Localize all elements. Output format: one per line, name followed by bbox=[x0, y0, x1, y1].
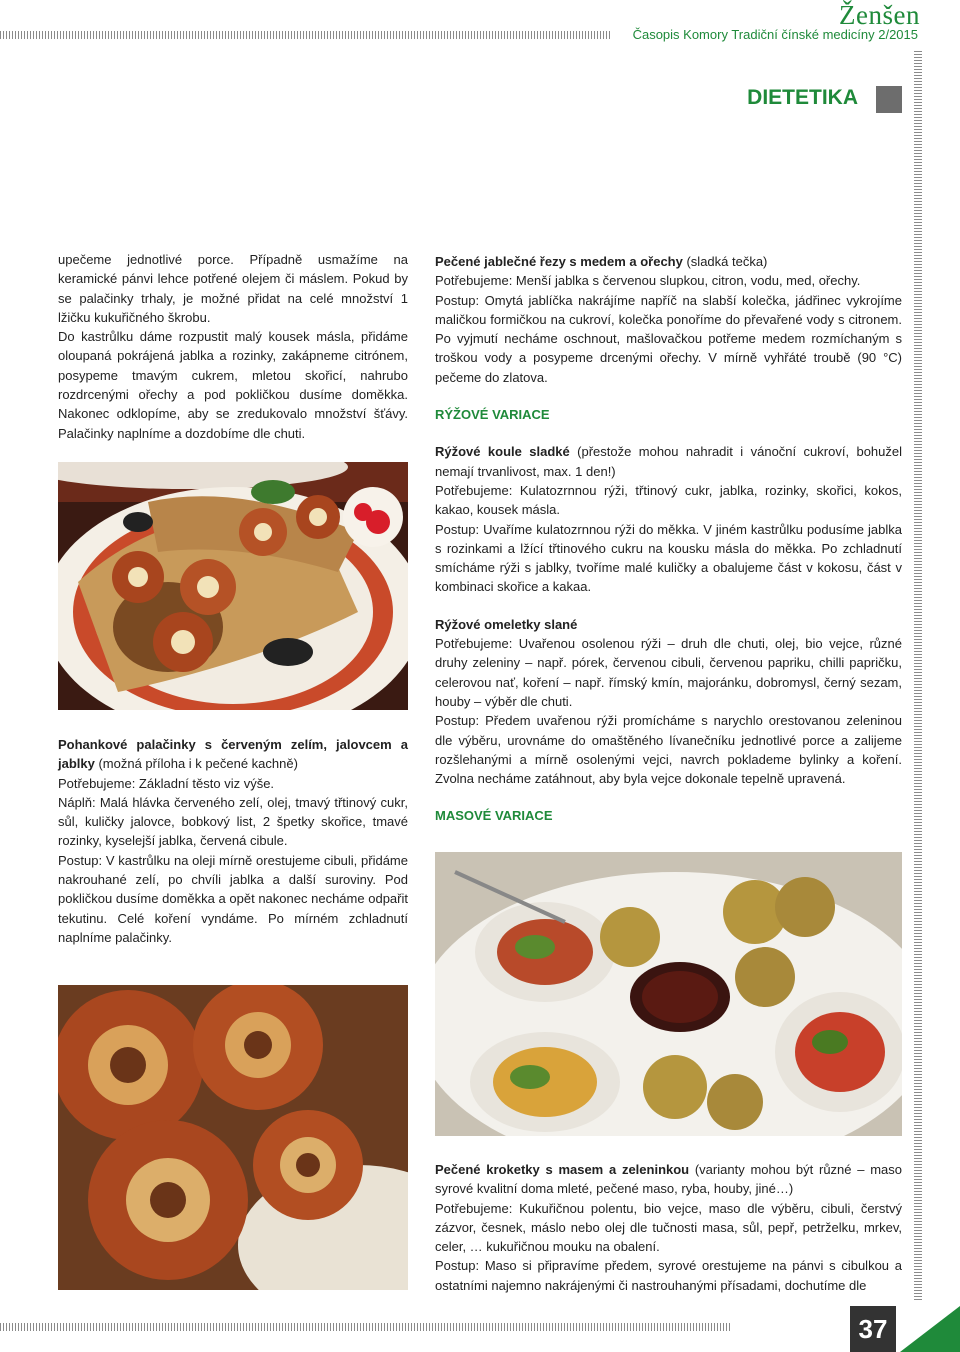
journal-title: Časopis Komory Tradiční čínské medicíny 2/2015 bbox=[632, 27, 918, 42]
paragraph: Postup: Uvaříme kulatozrnnou rýži do měkka. V jiném kastrůlku podusíme jablka s rozinkami a lžící třtinového cukru na kousku másla do měkka. Po zchladnutí smícháme rýži s jablky, tvoříme malé kuličky a obalujeme část v kokosu, část v kombinaci skořice a kakaa. bbox=[435, 521, 902, 595]
recipe-heading bbox=[435, 615, 902, 634]
corner-triangle bbox=[900, 1306, 960, 1352]
page-number: 37 bbox=[850, 1306, 896, 1352]
paragraph: Potřebujeme: Menší jablka s červenou slupkou, citron, vodu, med, ořechy. bbox=[435, 273, 861, 289]
section-marker bbox=[876, 86, 902, 113]
photo-croquettes bbox=[435, 852, 902, 1136]
paragraph: Potřebujeme: Kukuřičnou polentu, bio vejce, maso dle výběru, cibuli, čerstvý zázvor, česnek, máslo nebo olej dle tučnosti masa, sůl, pepř, petrželku, mrkev, celer, … kukuřičnou mouku na obalení. bbox=[435, 1200, 902, 1255]
paragraph: upečeme jednotlivé porce. Případně usmažíme na keramické pánvi lehce potřené olejem či máslem. Pokud by se palačinky trhaly, je možné přidat na celé množství 1 lžičku kukuřičného škrobu. bbox=[58, 252, 408, 325]
recipe-title: Rýžové omeletky slané bbox=[435, 616, 578, 632]
recipe-title: Pohankové palačinky s červeným zelím, jalovcem a jablky bbox=[58, 737, 408, 772]
recipe-heading bbox=[435, 442, 902, 481]
section-title: DIETETIKA bbox=[747, 86, 858, 109]
recipe-title: Rýžové koule sladké bbox=[435, 444, 570, 460]
left-column-top bbox=[58, 250, 408, 443]
recipe-heading bbox=[435, 1160, 902, 1199]
recipe-note: (sladká tečka) bbox=[682, 254, 768, 269]
side-rule bbox=[914, 50, 922, 1300]
paragraph: Postup: Maso si připravíme předem, syrové orestujeme na pánvi s cibulkou a ostatními najemno nakrájenými či nastrouhanými přísadami, dochutíme dle bbox=[435, 1258, 902, 1293]
paragraph: Potřebujeme: Základní těsto viz výše. bbox=[58, 775, 275, 791]
recipe-note: (možná příloha i k pečené kachně) bbox=[94, 756, 298, 772]
left-column-bottom bbox=[58, 735, 408, 947]
recipe-note: (varianty mohou být různé – maso syrové kvalitní doma mleté, pečené maso, ryba, houby, jiné…) bbox=[435, 1162, 902, 1197]
paragraph: Náplň: Malá hlávka červeného zelí, olej, tmavý třtinový cukr, sůl, kuličky jalovce, bobkový list, 2 špetky skořice, tmavé rozinky, kyselejší jablka, červená cibule. bbox=[58, 794, 408, 849]
paragraph: Potřebujeme: Kulatozrnnou rýži, třtinový cukr, jablka, rozinky, skořici, kokos, kakao, kousek másla. bbox=[435, 482, 902, 518]
paragraph: Postup: Předem uvařenou rýži promícháme s narychlo orestovanou zeleninou dle výběru, urovnáme do omaštěného lívanečníku jednotlivé porce a zalijeme rozšlehanými a mírně osolenými vejci, navrch poklademe bylinky a koření. Zvolna necháme zatáhnout, aby byla vejce dokonale tepelně upravená. bbox=[435, 713, 902, 787]
right-column-top bbox=[435, 252, 902, 826]
recipe-title: Pečené kroketky s masem a zeleninkou bbox=[435, 1162, 690, 1177]
header-rule bbox=[0, 31, 610, 39]
right-column-bottom bbox=[435, 1160, 902, 1295]
paragraph: Potřebujeme: Uvařenou osolenou rýži – druh dle chuti, olej, bio vejce, různé druhy zeleniny – např. pórek, červenou cibuli, červenou papriku, chilli papričku, celerovou nať, koření – např. římský kmín, majoránku, dobromysl, černý sezam, houby – výběr dle chuti. bbox=[435, 636, 902, 709]
recipe-title: Pečené jablečné řezy s medem a ořechy bbox=[435, 254, 683, 269]
photo-apple-rings bbox=[58, 985, 408, 1290]
paragraph: Do kastrůlku dáme rozpustit malý kousek másla, přidáme oloupaná pokrájená jablka a rozinky, zakápneme citrónem, posypeme tmavým cukrem, mletou skořicí, nahrubo rozdrcenými ořechy a pod pokličkou dusíme doměkka. Nakonec odklopíme, aby se zredukovalo množství šťávy. Palačinky naplníme a dozdobíme dle chuti. bbox=[58, 329, 408, 441]
paragraph: Postup: V kastrůlku na oleji mírně orestujeme cibuli, přidáme nakrouhané zelí, po chvíli jablka a další suroviny. Pod pokličkou dusíme doměkka a opět nakonec necháme odpařit tekutinu. Celé koření vyndáme. Po mírném zchladnutí naplníme palačinky. bbox=[58, 852, 408, 945]
recipe-heading bbox=[435, 252, 902, 271]
photo-crepes bbox=[58, 462, 408, 710]
brand-title: Ženšen bbox=[839, 0, 920, 30]
subheading-rice: RÝŽOVÉ VARIACE bbox=[435, 407, 550, 423]
paragraph: Postup: Omytá jablíčka nakrájíme napříč na slabší kolečka, jádřinec vykrojíme maličkou formičkou na cukroví, kolečka ponoříme do převařené vody s citronem. Po vyjmutí necháme oschnout, mašlovačkou potřeme medem rozmíchaným s troškou vody a posypeme drcenými ořechy. V mírně vyhřáté troubě (90 °C) pečeme do zlatova. bbox=[435, 292, 902, 385]
recipe-note: (přestože mohou nahradit i vánoční cukroví, bohužel nemají trvanlivost, max. 1 den!) bbox=[435, 444, 903, 479]
footer-rule bbox=[0, 1323, 730, 1331]
recipe-heading bbox=[58, 735, 408, 774]
subheading-meat: MASOVÉ VARIACE bbox=[435, 808, 553, 824]
